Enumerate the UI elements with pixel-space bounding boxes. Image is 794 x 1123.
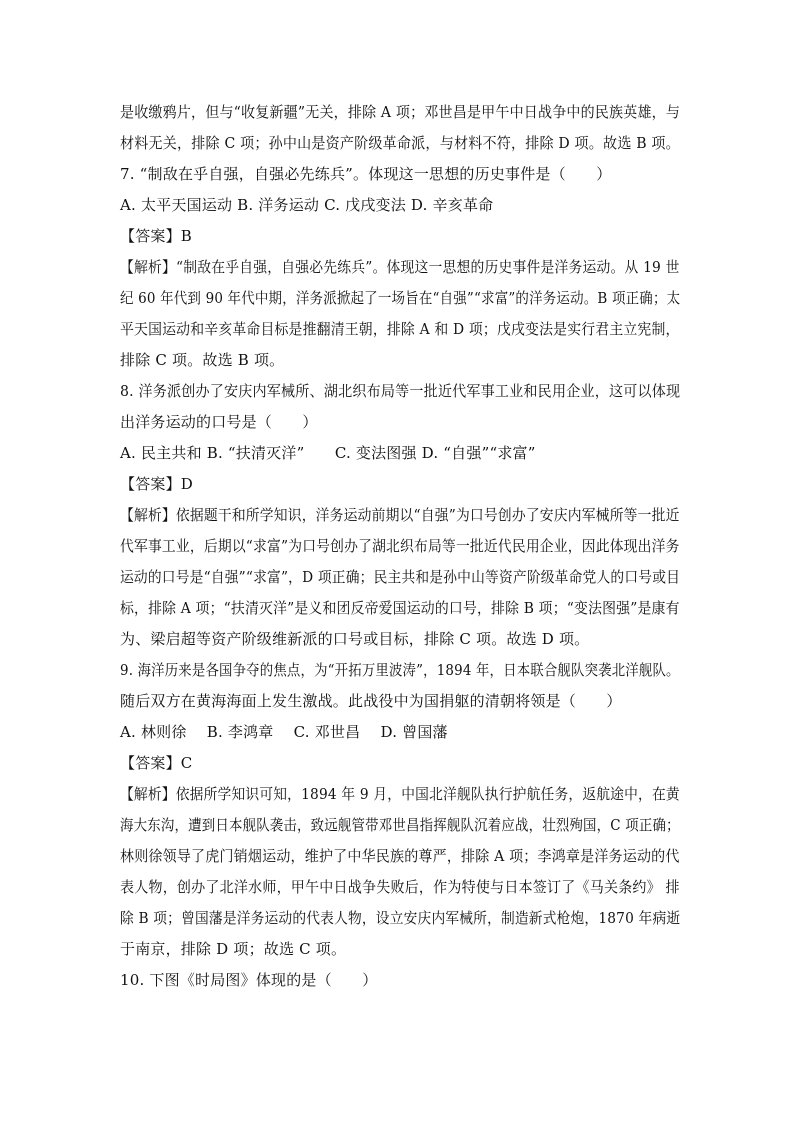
question-8-stem: 8. 洋务派创办了安庆内军械所、湖北织布局等一批近代军事工业和民用企业，这可以体现 [120,382,681,400]
question-8-analysis: 【解析】依据题干和所学知识，洋务运动前期以“自强”为口号创办了安庆内军械所等一批近 [120,506,680,524]
text-line: 于南京，排除 D 项；故选 C 项。 [120,940,347,958]
text-line: 出洋务运动的口号是（ ） [120,413,318,431]
question-7-answer: 【答案】B [120,227,193,245]
question-9-options: A. 林则徐 B. 李鸿章 C. 邓世昌 D. 曾国藩 [120,723,448,741]
text-line: 平天国运动和辛亥革命目标是推翻清王朝，排除 A 和 D 项；戊戌变法是实行君主立宪制， [120,320,680,338]
question-8-options: A. 民主共和 B. “扶清灭洋” C. 变法图强 D. “自强”“求富” [120,444,536,462]
text-line: 标，排除 A 项；“扶清灭洋”是义和团反帝爱国运动的口号，排除 B 项；“变法图强”是康有 [120,599,680,617]
text-line: 运动的口号是“自强”“求富”，D 项正确；民主共和是孙中山等资产阶级革命党人的口号或目 [120,568,681,586]
question-7-stem: 7. “制敌在乎自强，自强必先练兵”。体现这一思想的历史事件是（ ） [120,165,612,183]
text-line: 是收缴鸦片，但与“收复新疆”无关，排除 A 项；邓世昌是甲午中日战争中的民族英雄，与 [120,103,681,121]
text-line: 林则徐领导了虎门销烟运动，维护了中华民族的尊严，排除 A 项；李鸿章是洋务运动的代 [120,847,680,865]
question-8-answer: 【答案】D [120,475,194,493]
text-line: 海大东沟，遭到日本舰队袭击，致远舰管带邓世昌指挥舰队沉着应战，壮烈殉国，C 项正确； [120,816,680,834]
question-7-analysis: 【解析】“制敌在乎自强，自强必先练兵”。体现这一思想的历史事件是洋务运动。从 19 世 [120,258,680,276]
question-10-stem: 10. 下图《时局图》体现的是（ ） [120,971,378,989]
text-line: 除 B 项；曾国藩是洋务运动的代表人物，设立安庆内军械所，制造新式枪炮，1870 年病逝 [120,909,681,927]
text-line: 排除 C 项。故选 B 项。 [120,351,285,369]
text-line: 材料无关，排除 C 项；孙中山是资产阶级革命派，与材料不符，排除 D 项。故选 B 项。 [120,134,680,152]
text-line: 代军事工业，后期以“求富”为口号创办了湖北织布局等一批近代民用企业，因此体现出洋务 [120,537,680,555]
text-line: 随后双方在黄海海面上发生激战。此战役中为国捐躯的清朝将领是（ ） [120,692,622,710]
text-line: 表人物，创办了北洋水师，甲午中日战争失败后，作为特使与日本签订了《马关条约》 排 [120,878,680,896]
text-line: 纪 60 年代到 90 年代中期，洋务派掀起了一场旨在“自强”“求富”的洋务运动。B 项正确；太 [120,289,681,307]
question-9-stem: 9. 海洋历来是各国争夺的焦点，为“开拓万里波涛”，1894 年，日本联合舰队突袭北洋舰队。 [120,661,680,679]
question-9-analysis: 【解析】依据所学知识可知，1894 年 9 月，中国北洋舰队执行护航任务，返航途中，在黄 [120,785,680,803]
question-7-options: A. 太平天国运动 B. 洋务运动 C. 戊戌变法 D. 辛亥革命 [120,196,494,214]
question-9-answer: 【答案】C [120,754,193,772]
text-line: 为、梁启超等资产阶级维新派的口号或目标，排除 C 项。故选 D 项。 [120,630,590,648]
